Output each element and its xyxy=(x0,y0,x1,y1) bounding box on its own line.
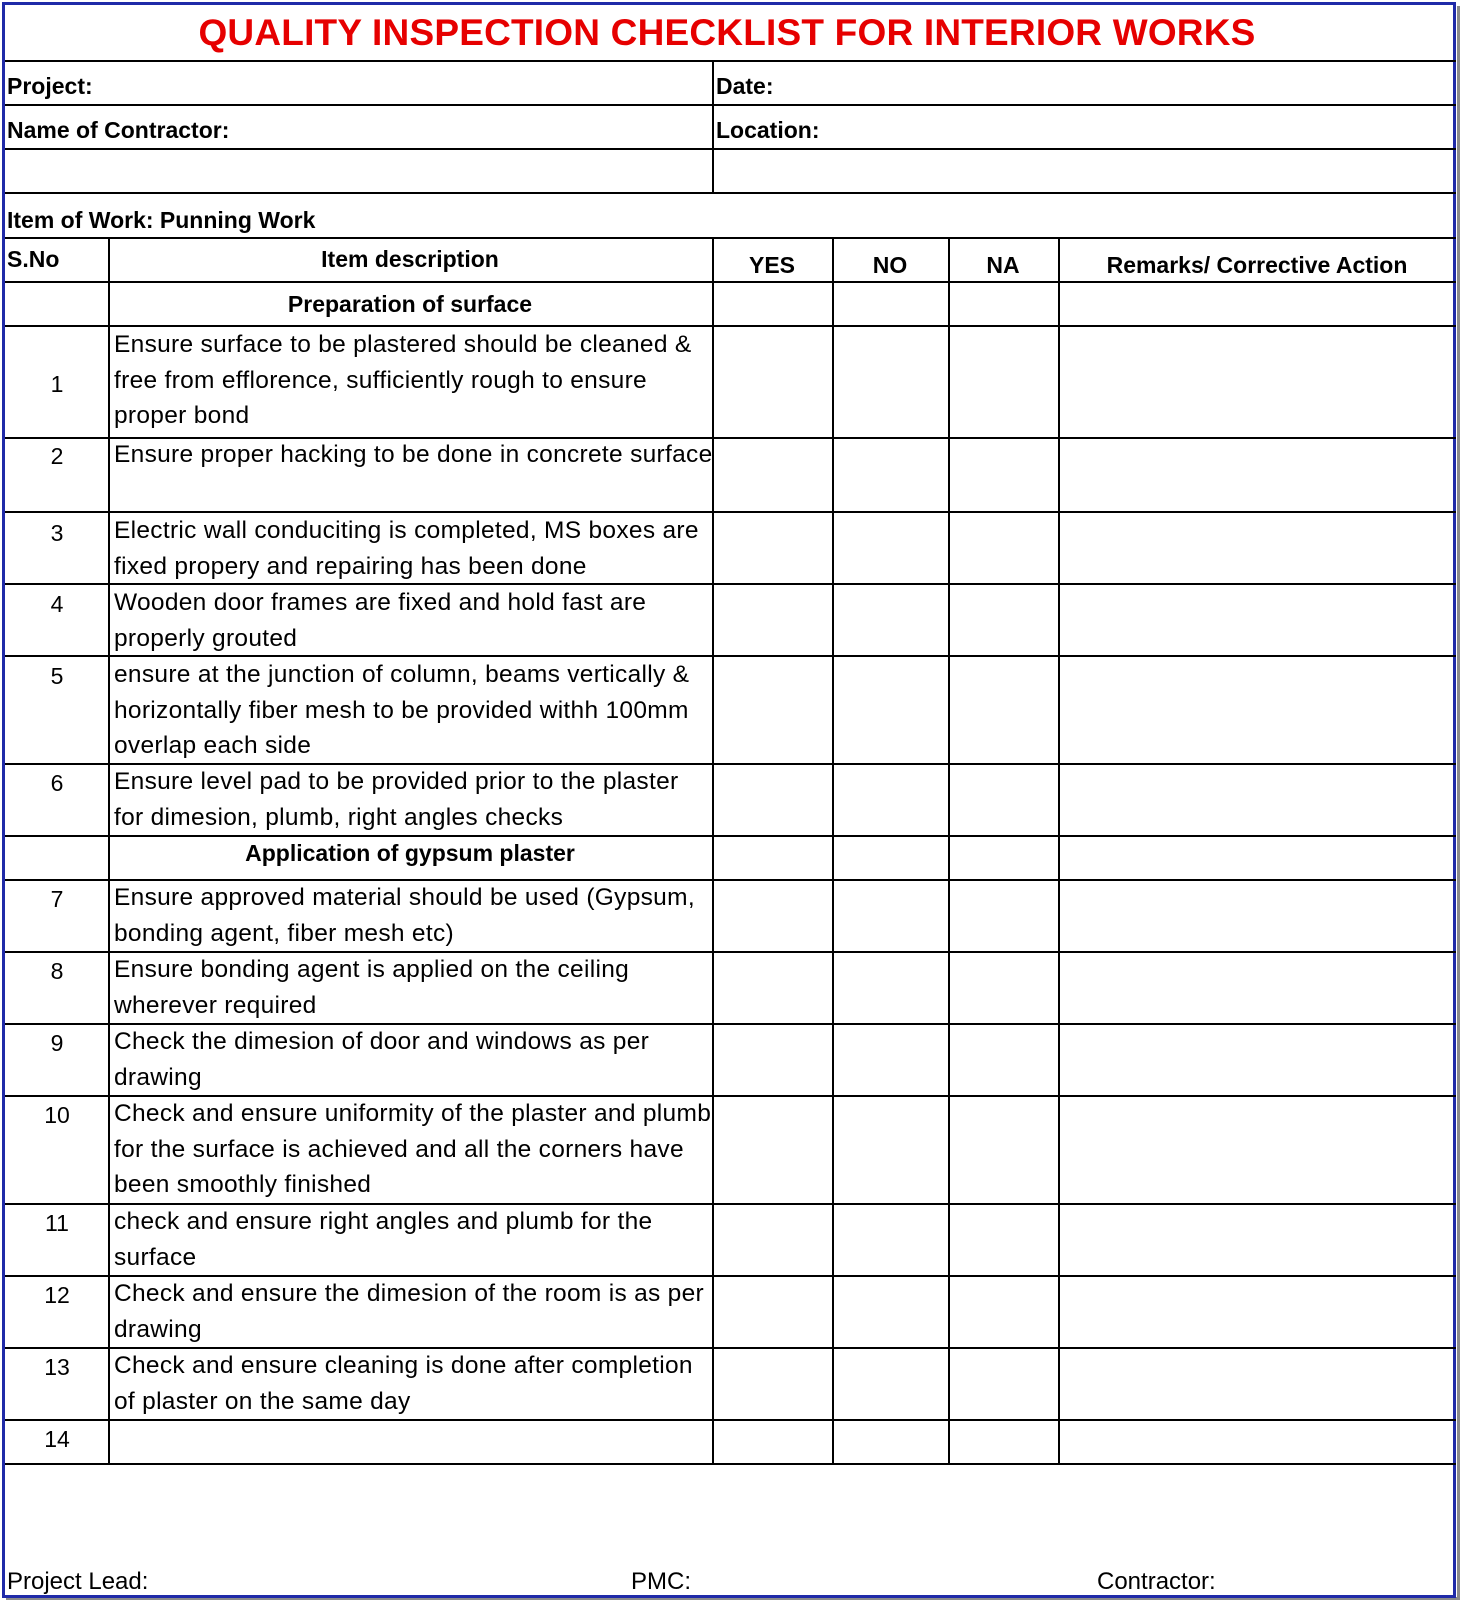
item-3-description: Electric wall conduciting is completed, MS boxes are fixed propery and repairing has been done xyxy=(114,517,699,580)
grid-row-line xyxy=(5,1023,1456,1025)
grid-row-line xyxy=(5,1095,1456,1097)
item-of-work-label: Item of Work: Punning Work xyxy=(7,207,316,233)
item-5-sno: 5 xyxy=(50,663,64,689)
grid-row-line xyxy=(5,951,1456,953)
grid-row-line xyxy=(5,879,1456,881)
item-2-sno: 2 xyxy=(50,443,64,469)
grid-row-line xyxy=(5,835,1456,837)
project-label: Project: xyxy=(7,73,93,99)
contractor-signature-label: Contractor: xyxy=(1097,1568,1216,1595)
grid-row-line xyxy=(5,1419,1456,1421)
column-header-remarks: Remarks/ Corrective Action xyxy=(1106,252,1408,278)
page-title: QUALITY INSPECTION CHECKLIST FOR INTERIOR WORKS xyxy=(198,12,1256,53)
item-13-description: Check and ensure cleaning is done after completion of plaster on the same day xyxy=(114,1352,693,1415)
grid-row-line xyxy=(5,325,1456,327)
grid-row-line xyxy=(5,60,1456,62)
column-header-description: Item description xyxy=(321,246,499,272)
item-8-sno: 8 xyxy=(50,958,64,984)
item-6-sno: 6 xyxy=(50,770,64,796)
grid-row-line xyxy=(5,1347,1456,1349)
item-12-description: Check and ensure the dimesion of the room is as per drawing xyxy=(114,1280,704,1343)
column-header-no: NO xyxy=(872,252,908,278)
grid-row-line xyxy=(5,437,1456,439)
location-label: Location: xyxy=(716,117,820,143)
grid-row-line xyxy=(5,192,1456,194)
grid-row-line xyxy=(5,1463,1456,1465)
item-7-sno: 7 xyxy=(50,886,64,912)
project-lead-label: Project Lead: xyxy=(7,1568,149,1595)
item-9-description: Check the dimesion of door and windows as per drawing xyxy=(114,1028,650,1091)
grid-column-line xyxy=(948,237,950,1463)
grid-column-line xyxy=(1058,237,1060,1463)
date-label: Date: xyxy=(716,73,774,99)
grid-column-line xyxy=(108,237,110,1463)
item-12-sno: 12 xyxy=(44,1282,70,1308)
grid-row-line xyxy=(5,1203,1456,1205)
contractor-label: Name of Contractor: xyxy=(7,117,230,143)
grid-row-line xyxy=(5,763,1456,765)
item-3-sno: 3 xyxy=(50,520,64,546)
grid-column-line xyxy=(712,237,714,1463)
grid-row-line xyxy=(5,655,1456,657)
item-7-description: Ensure approved material should be used (Gypsum, bonding agent, fiber mesh etc) xyxy=(114,884,695,947)
item-10-sno: 10 xyxy=(44,1102,70,1128)
grid-header-divider xyxy=(712,60,714,192)
grid-row-line xyxy=(5,1275,1456,1277)
grid-row-line xyxy=(5,237,1456,239)
item-5-description: ensure at the junction of column, beams vertically & horizontally fiber mesh to be provided withh 100mm overlap each side xyxy=(114,661,690,760)
column-header-na: NA xyxy=(986,252,1020,278)
item-4-sno: 4 xyxy=(50,591,64,617)
item-6-description: Ensure level pad to be provided prior to the plaster for dimesion, plumb, right angles checks xyxy=(114,768,679,831)
pmc-label: PMC: xyxy=(631,1568,691,1595)
grid-row-line xyxy=(5,281,1456,283)
item-4-description: Wooden door frames are fixed and hold fast are properly grouted xyxy=(114,589,647,652)
item-11-description: check and ensure right angles and plumb for the surface xyxy=(114,1208,653,1271)
column-header-sno: S.No xyxy=(7,246,60,272)
grid-row-line xyxy=(5,511,1456,513)
item-2-description: Ensure proper hacking to be done in concrete surface xyxy=(114,441,713,468)
column-header-yes: YES xyxy=(748,252,796,278)
item-9-sno: 9 xyxy=(50,1030,64,1056)
grid-row-line xyxy=(5,583,1456,585)
item-11-sno: 11 xyxy=(45,1210,69,1236)
item-1-sno: 1 xyxy=(50,371,64,397)
grid-column-line xyxy=(832,237,834,1463)
item-1-description: Ensure surface to be plastered should be cleaned & free from efflorence, sufficiently rough to ensure proper bond xyxy=(114,331,692,430)
item-8-description: Ensure bonding agent is applied on the ceiling wherever required xyxy=(114,956,630,1019)
item-14-sno: 14 xyxy=(44,1426,70,1452)
grid-row-line xyxy=(5,104,1456,106)
section-heading-application: Application of gypsum plaster xyxy=(245,840,575,866)
item-13-sno: 13 xyxy=(44,1354,70,1380)
grid-row-line xyxy=(5,148,1456,150)
item-10-description: Check and ensure uniformity of the plaster and plumb for the surface is achieved and all the corners have been smoothly finished xyxy=(114,1100,712,1199)
section-heading-preparation: Preparation of surface xyxy=(287,291,533,317)
